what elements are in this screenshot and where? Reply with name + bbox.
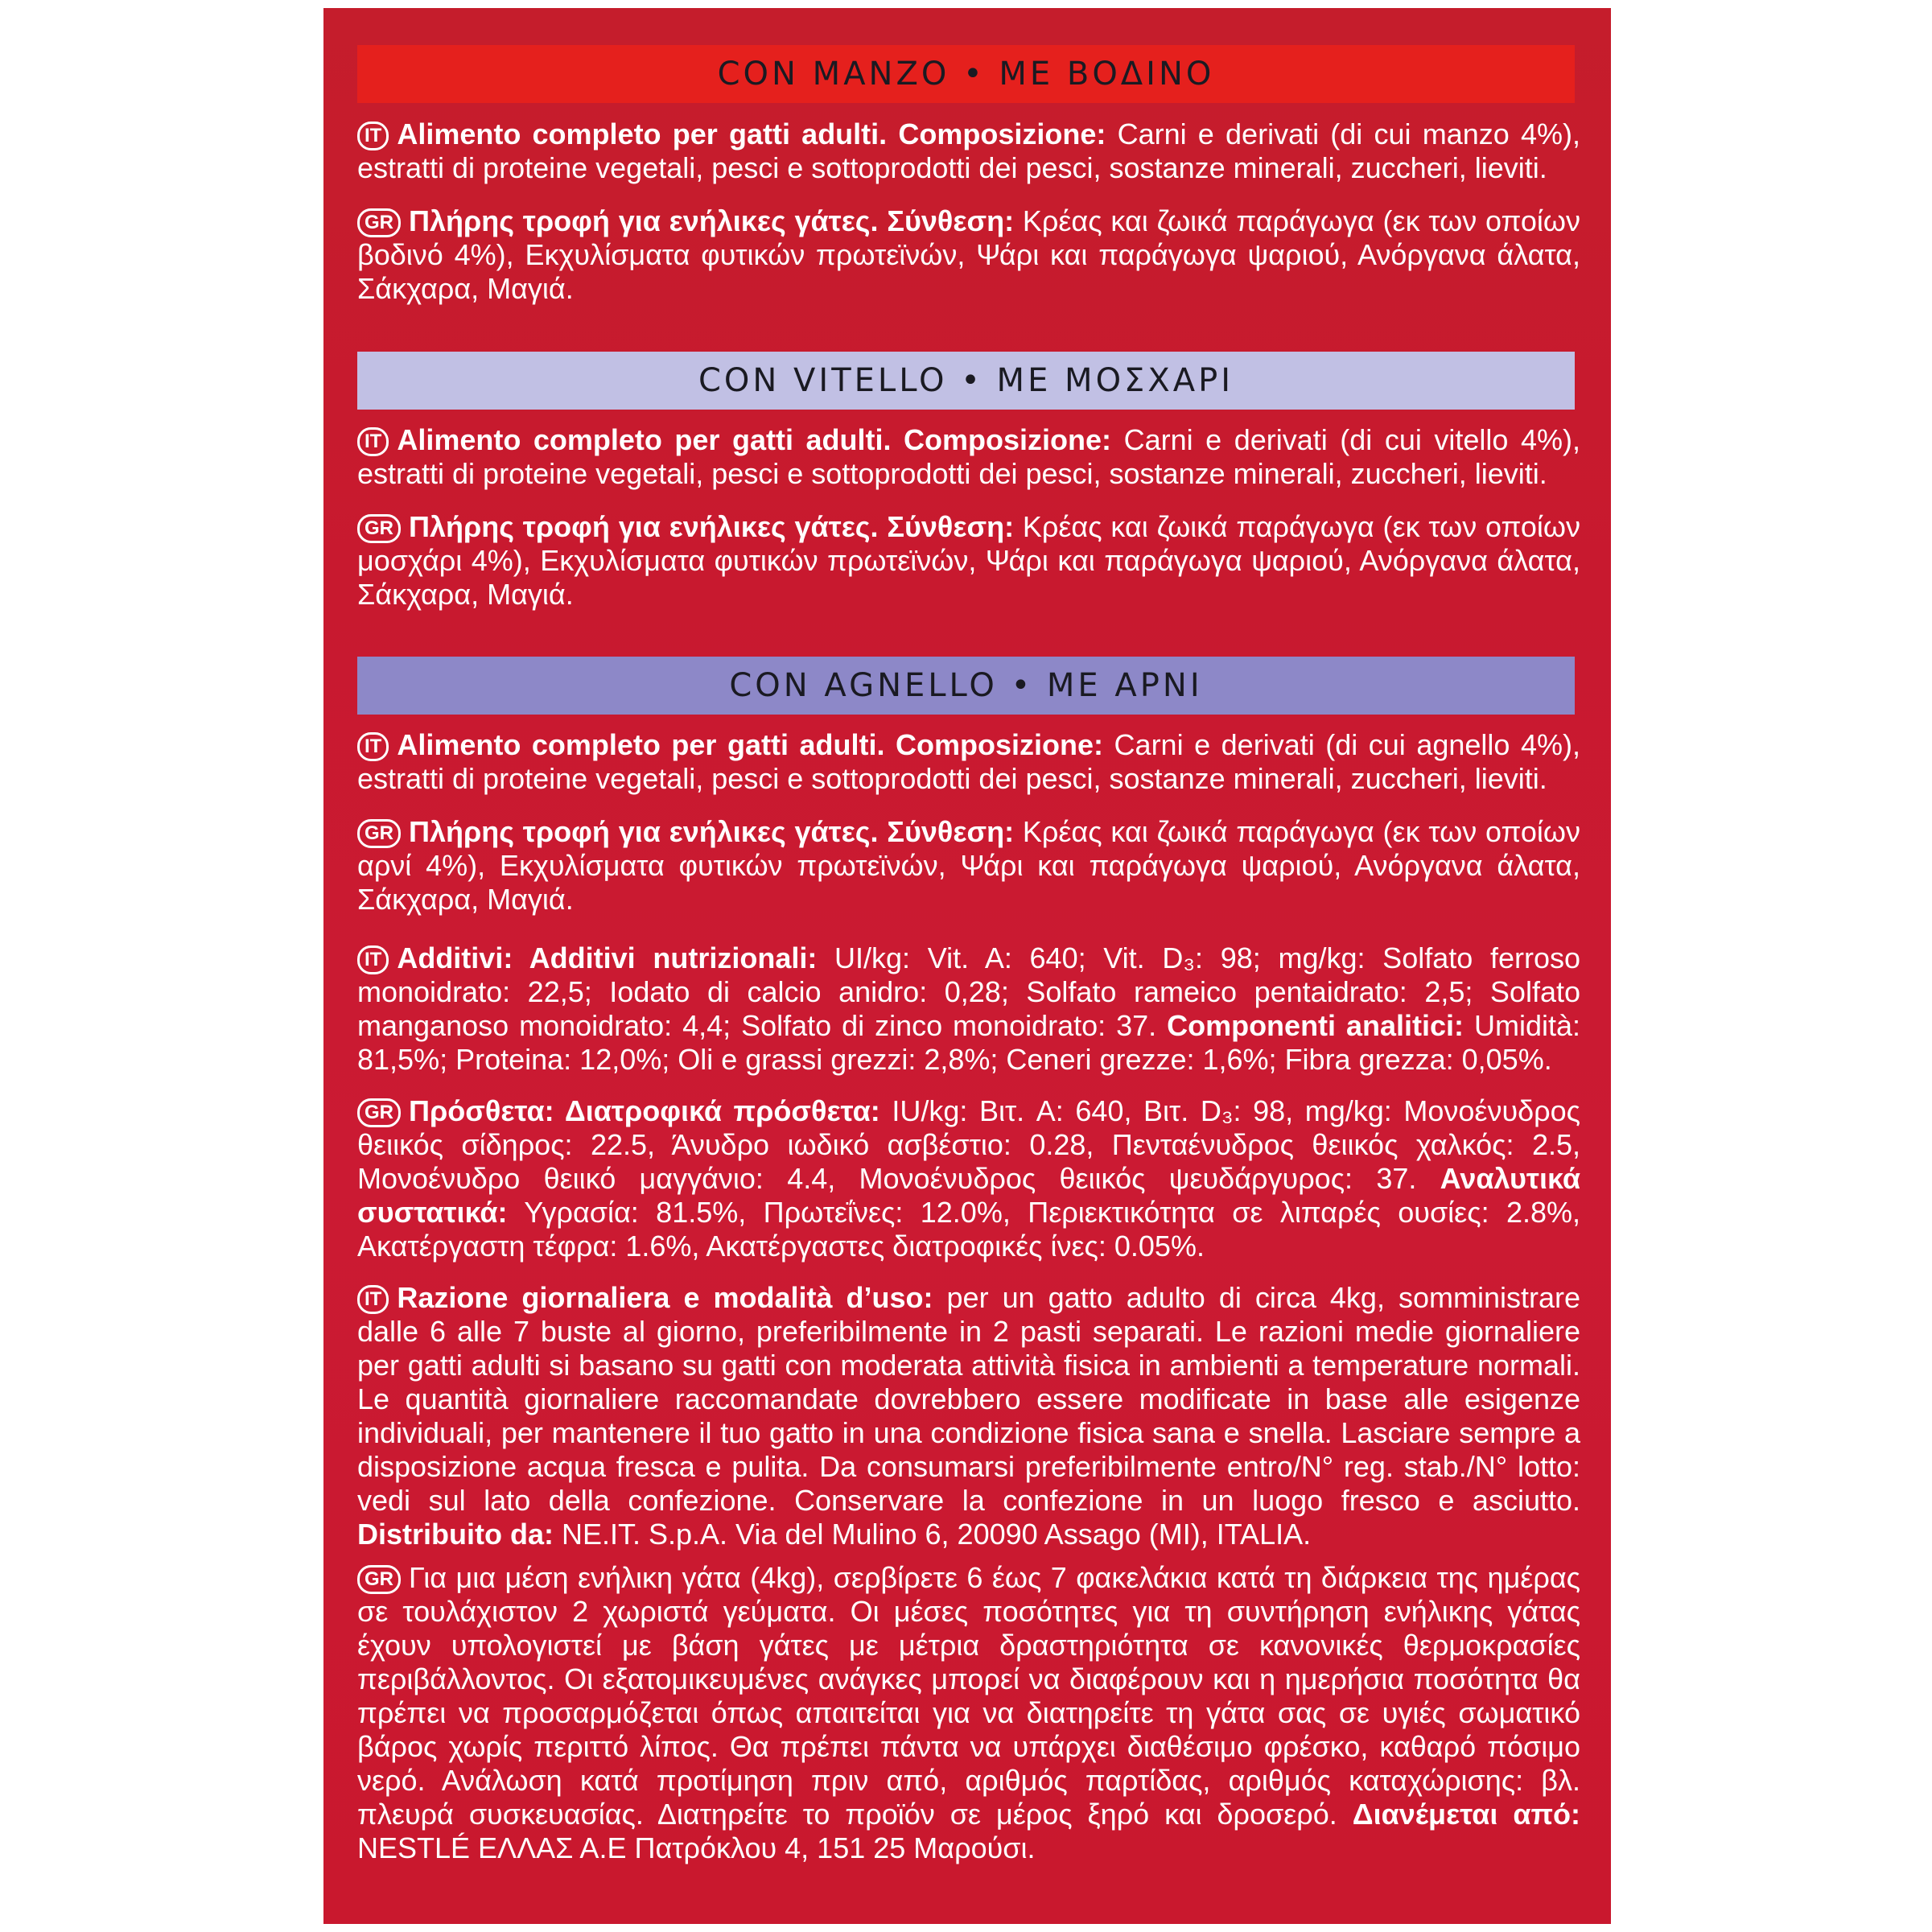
- gr-badge: GR: [357, 819, 401, 848]
- body-text: per un gatto adulto di circa 4kg, somministrare dalle 6 alle 7 buste al giorno, preferibilmente in 2 pasti separati. Le razioni medie giornaliere per gatti adulti si basano su gatti con moderata attività fisica in ambienti a temperature normali. Le quantità giornaliere raccomandate dovrebbero essere modificate in base alle esigenze individuali, per mantenere il tuo gatto in una condizione fisica sana e snella. Lasciare sempre a disposizione acqua fresca e pulita. Da consumarsi preferibilmente entro/N° reg. stab./N° lotto: vedi sul lato della confezione. Conservare la confezione in un luogo fresco e asciutto.: [357, 1281, 1580, 1517]
- bold-inline: Διανέμεται από:: [1352, 1798, 1580, 1831]
- additives-it: [357, 941, 1580, 1077]
- label-panel: [323, 8, 1611, 1924]
- body-text: Carni e derivati (di cui vitello 4%), estratti di proteine vegetali, pesci e sottoprodotti dei pesci, sostanze minerali, zuccheri, lieviti.: [357, 423, 1581, 490]
- bold-lead: Alimento completo per gatti adulti. Composizione:: [397, 117, 1106, 150]
- it-badge: IT: [357, 732, 389, 761]
- it-badge: IT: [357, 427, 389, 456]
- additives-gr: [357, 1094, 1580, 1263]
- text-it-agnello: [357, 728, 1580, 796]
- body-text: NESTLÉ ΕΛΛΑΣ Α.Ε Πατρόκλου 4, 151 25 Μαρούσι.: [357, 1831, 1036, 1864]
- body-text: Carni e derivati (di cui manzo 4%), estratti di proteine vegetali, pesci e sottoprodotti dei pesci, sostanze minerali, zuccheri, lieviti.: [357, 117, 1581, 184]
- section-header-agnello: CON AGNELLO • ME ΑΡΝΙ: [357, 657, 1575, 715]
- text-it-manzo: [357, 117, 1580, 185]
- gr-badge: GR: [357, 514, 401, 543]
- body-text: UI/kg: Vit. A: 640; Vit. D₃: 98; mg/kg: Solfato ferroso monoidrato: 22,5; Iodato di calcio anidro: 0,28; Solfato rameico pentaidrato: 2,5; Solfato manganoso monoidrato: 4,4; Solfato di zinco monoidrato: 37.: [357, 941, 1580, 1042]
- bold-lead: Πλήρης τροφή για ενήλικες γάτες. Σύνθεση:: [409, 815, 1015, 848]
- text-gr-manzo: [357, 204, 1580, 306]
- text-it-vitello: [357, 423, 1580, 491]
- gr-badge: GR: [357, 1098, 401, 1127]
- section-header-manzo: CON MANZO • ME ΒΟΔΙΝΟ: [357, 45, 1575, 103]
- gr-badge: GR: [357, 1565, 401, 1594]
- gr-badge: GR: [357, 208, 401, 237]
- bold-lead: Additivi: Additivi nutrizionali:: [397, 941, 818, 974]
- text-gr-agnello: [357, 815, 1580, 917]
- bold-lead: Alimento completo per gatti adulti. Composizione:: [397, 423, 1112, 456]
- bold-inline: Αναλυτικά συστατικά:: [357, 1162, 1580, 1229]
- body-text: IU/kg: Βιτ. A: 640, Βιτ. D₃: 98, mg/kg: Μονοένυδρος θειικός σίδηρος: 22.5, Άνυδρο ιωδικό ασβέστιο: 0.28, Πενταένυδρος θειικός χαλκός: 2.5, Μονοένυδρο θειικό μαγγάνιο: 4.4, Μονοένυδρος θειικός ψευδάργυρος: 37.: [357, 1094, 1581, 1195]
- it-badge: IT: [357, 945, 389, 974]
- text-gr-vitello: [357, 510, 1580, 612]
- bold-lead: Πλήρης τροφή για ενήλικες γάτες. Σύνθεση:: [409, 204, 1015, 237]
- bold-lead: Πλήρης τροφή για ενήλικες γάτες. Σύνθεση:: [409, 510, 1015, 543]
- body-text: Umidità: 81,5%; Proteina: 12,0%; Oli e grassi grezzi: 2,8%; Ceneri grezze: 1,6%; Fibra grezza: 0,05%.: [357, 1009, 1580, 1076]
- bold-lead: Πρόσθετα: Διατροφικά πρόσθετα:: [409, 1094, 880, 1127]
- body-text: Κρέας και ζωικά παράγωγα (εκ των οποίων μοσχάρι 4%), Εκχυλίσματα φυτικών πρωτεϊνών, Ψάρι και παράγωγα ψαριού, Ανόργανα άλατα, Σάκχαρα, Μαγιά.: [357, 510, 1581, 611]
- bold-lead: Alimento completo per gatti adulti. Composizione:: [397, 728, 1104, 761]
- ration-gr: [357, 1561, 1580, 1865]
- bold-lead: Razione giornaliera e modalità d’uso:: [397, 1281, 933, 1314]
- body-text: Κρέας και ζωικά παράγωγα (εκ των οποίων αρνί 4%), Εκχυλίσματα φυτικών πρωτεϊνών, Ψάρι και παράγωγα ψαριού, Ανόργανα άλατα, Σάκχαρα, Μαγιά.: [357, 815, 1581, 916]
- body-text: Για μια μέση ενήλικη γάτα (4kg), σερβίρετε 6 έως 7 φακελάκια κατά τη διάρκεια της ημέρας σε τουλάχιστον 2 χωριστά γεύματα. Οι μέσες ποσότητες για τη συντήρηση ενήλικης γάτας έχουν υπολογιστεί με βάση γάτες με μέτρια δραστηριότητα σε κανονικές θερμοκρασίες περιβάλλοντος. Οι εξατομικευμένες ανάγκες μπορεί να διαφέρουν και η ημερήσια ποσότητα θα πρέπει να προσαρμόζεται όπως απαιτείται για να διατηρείτε τη γάτα σας σε υγιές σωματικό βάρος χωρίς περιττό λίπος. Θα πρέπει πάντα να υπάρχει διαθέσιμο φρέσκο, καθαρό πόσιμο νερό. Ανάλωση κατά προτίμηση πριν από, αριθμός παρτίδας, αριθμός καταχώρισης: βλ. πλευρά συσκευασίας. Διατηρείτε το προϊόν σε μέρος ξηρό και δροσερό.: [357, 1561, 1580, 1831]
- it-badge: IT: [357, 1285, 389, 1314]
- bold-inline: Distribuito da:: [357, 1518, 554, 1551]
- section-header-vitello: CON VITELLO • ME ΜΟΣΧΑΡΙ: [357, 352, 1575, 410]
- body-text: Κρέας και ζωικά παράγωγα (εκ των οποίων βοδινό 4%), Εκχυλίσματα φυτικών πρωτεϊνών, Ψάρι και παράγωγα ψαριού, Ανόργανα άλατα, Σάκχαρα, Μαγιά.: [357, 204, 1581, 305]
- ration-it: [357, 1281, 1580, 1551]
- body-text: NE.IT. S.p.A. Via del Mulino 6, 20090 Assago (MI), ITALIA.: [553, 1518, 1312, 1551]
- bold-inline: Componenti analitici:: [1167, 1009, 1464, 1042]
- body-text: Carni e derivati (di cui agnello 4%), estratti di proteine vegetali, pesci e sottoprodotti dei pesci, sostanze minerali, zuccheri, lieviti.: [357, 728, 1580, 795]
- it-badge: IT: [357, 122, 389, 150]
- body-text: Υγρασία: 81.5%, Πρωτεΐνες: 12.0%, Περιεκτικότητα σε λιπαρές ουσίες: 2.8%, Ακατέργαστη τέφρα: 1.6%, Ακατέργαστες διατροφικές ίνες: 0.05%.: [357, 1196, 1580, 1263]
